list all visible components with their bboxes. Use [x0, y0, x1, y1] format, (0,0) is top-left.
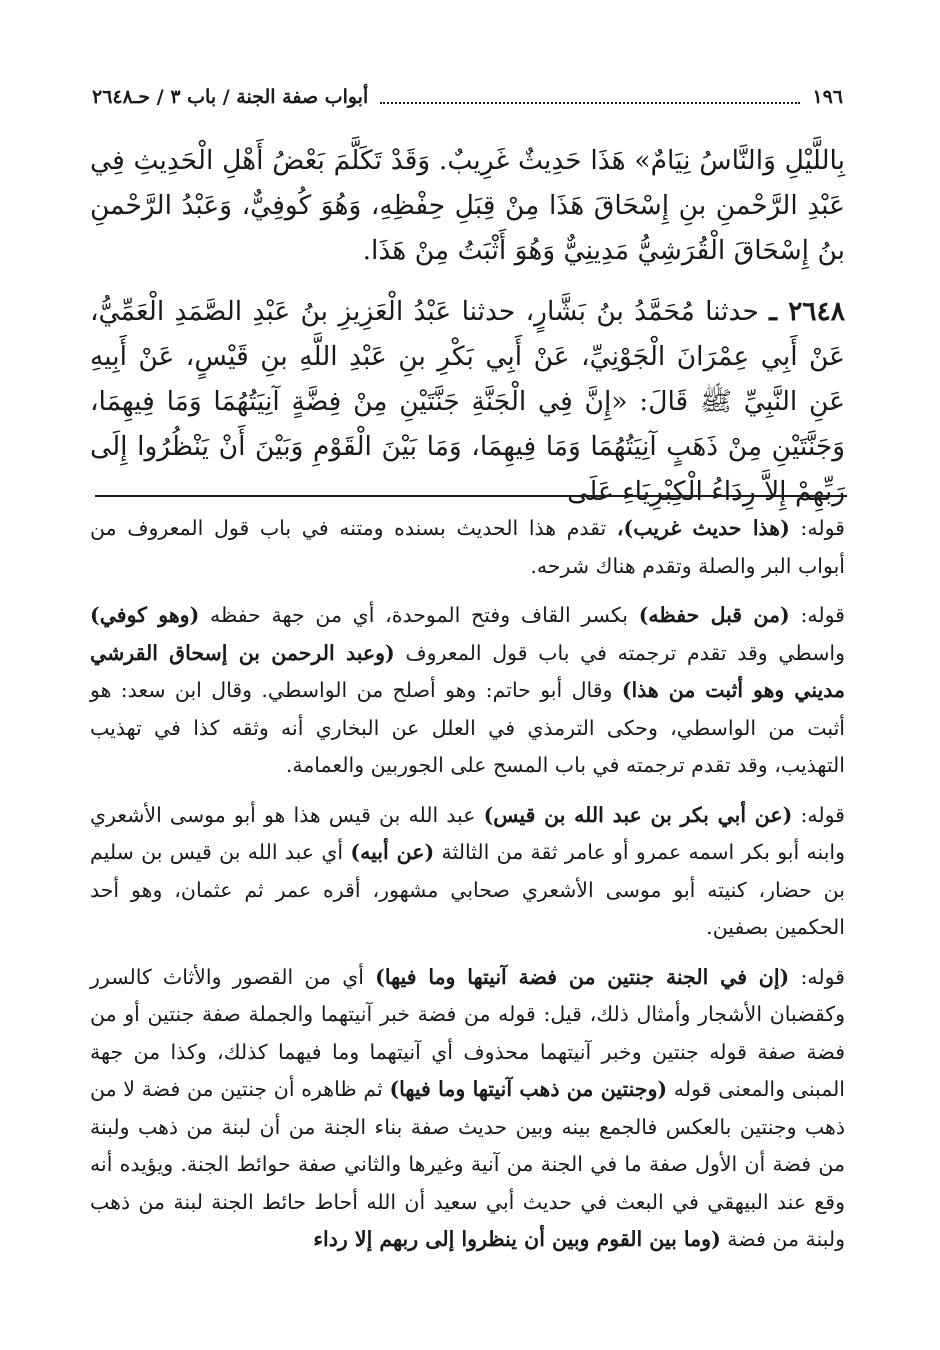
commentary-text: أي عبد الله بن قيس بن سليم بن حضار، كنيته أبو موسى الأشعري صحابي مشهور، أقره عمر ثم عثمان، وهو أحد الحكمين بصفين.: [90, 840, 845, 939]
commentary-lead: قوله:: [800, 516, 845, 540]
commentary-text: تقدم هذا الحديث بسنده ومتنه في باب قول المعروف من أبواب البر والصلة وتقدم هناك شرحه.: [90, 516, 845, 578]
commentary-text: بكسر القاف وفتح الموحدة، أي من جهة حفظه: [210, 603, 628, 627]
commentary-lead: قوله:: [800, 802, 845, 827]
commentary-lead: قوله:: [800, 603, 845, 627]
commentary-quote: (من قبل حفظه): [638, 603, 790, 627]
commentary-quote: (إن في الجنة جنتين من فضة آنيتها وما فيها): [375, 964, 790, 989]
commentary-quote: (وجنتين من ذهب آنيتها وما فيها): [389, 1077, 668, 1101]
commentary-text: ثم ظاهره أن جنتين من فضة لا من ذهب وجنتين بالعكس فالجمع بينه وبين حديث صفة بناء الجنة من أن لبنة من ذهب ولبنة من فضة أن الأول صفة ما في الجنة من آنية وغيرها والثاني صفة حوائط الجنة. ويؤيده أنه وقع عند البيهقي في البعث في حديث أبي سعيد أن الله أحاط حائط الجنة لبنة من ذهب ولبنة من فضة: [90, 1077, 845, 1251]
running-title: أبواب صفة الجنة / باب ٣ / حـ٢٦٤٨: [92, 86, 369, 108]
commentary-text: وقال أبو حاتم: وهو أصلح من الواسطي. وقال ابن سعد: هو أثبت من الواسطي، وحكى الترمذي في العلل عن البخاري أنه وثقه كذا في تهذيب التهذيب، وقد تقدم ترجمته في باب المسح على الجوربين والعمامة.: [90, 678, 845, 777]
commentary-paragraph-1: [90, 510, 845, 585]
commentary-text: أي من القصور والأثاث كالسرر وكقضبان الأشجار وأمثال ذلك، قيل: قوله من فضة خبر آنيتهما والجملة صفة جنتين أو من فضة صفة قوله جنتين وخبر آنيتهما محذوف أي آنيتهما وما فيهما كذلك، وكذا من جهة المبنى والمعنى قوله: [90, 964, 845, 1101]
commentary-paragraph-4: [90, 959, 845, 1259]
commentary-quote: (وعبد الرحمن بن إسحاق القرشي مديني وهو أثبت من هذا): [90, 640, 845, 702]
page-number: ١٩٦: [812, 86, 843, 108]
hadith-continuation: [90, 138, 845, 273]
commentary-lead: قوله:: [800, 964, 845, 989]
hadith-text-block: [90, 138, 845, 514]
commentary-paragraph-3: [90, 797, 845, 947]
footnote-divider: [95, 495, 847, 497]
commentary-quote: (وما بين القوم وبين أن ينظروا إلى ربهم إلا رداء: [313, 1227, 721, 1251]
commentary-paragraph-2: [90, 597, 845, 785]
commentary-quote: (هذا حديث غريب)،: [616, 516, 790, 540]
commentary-quote: (وهو كوفي): [90, 603, 200, 627]
commentary-text: واسطي وقد تقدم ترجمته في باب قول المعروف: [405, 640, 845, 665]
hadith-2648: [90, 289, 845, 514]
header-dot-leader: [380, 102, 800, 104]
hadith-number: ٢٦٤٨ ـ: [769, 296, 845, 327]
running-header: [92, 80, 843, 114]
hadith-body: حدثنا مُحَمَّدُ بنُ بَشَّارٍ، حدثنا عَبْدُ الْعَزِيزِ بنُ عَبْدِ الصَّمَدِ الْعَمِّيُّ، عَنْ أَبِي عِمْرَانَ الْجَوْنِيِّ، عَنْ أَبِي بَكْرِ بنِ عَبْدِ اللَّهِ بنِ قَيْسٍ، عَنْ أَبِيهِ عَنِ النَّبِيِّ ﷺ قَالَ: «إِنَّ فِي الْجَنَّةِ جَنَّتَيْنِ مِنْ فِضَّةٍ آنِيَتُهُمَا وَمَا فِيهِمَا، وَجَنَّتَيْنِ مِنْ ذَهَبٍ آنِيَتُهُمَا وَمَا فِيهِمَا، وَمَا بَيْنَ الْقَوْمِ وَبَيْنَ أَنْ يَنْظُرُوا إِلَى رَبِّهِمْ إِلاَّ رِدَاءُ الْكِبْرِيَاءِ عَلَى: [90, 296, 845, 507]
commentary-block: [90, 510, 845, 1259]
hadith-continuation-text: بِاللَّيْلِ وَالنَّاسُ نِيَامٌ» هَذَا حَدِيثٌ غَرِيبٌ. وَقَدْ تَكَلَّمَ بَعْضُ أَهْلِ الْحَدِيثِ فِي عَبْدِ الرَّحْمنِ بنِ إِسْحَاقَ هَذَا مِنْ قِبَلِ حِفْظِهِ، وَهُوَ كُوفِيٌّ، وَعَبْدُ الرَّحْمنِ بنُ إِسْحَاقَ الْقُرَشِيُّ مَدِينِيٌّ وَهُوَ أَثْبَتُ مِنْ هَذَا.: [90, 145, 845, 266]
commentary-quote: (عن أبيه): [350, 840, 435, 864]
commentary-text: عبد الله بن قيس هذا هو أبو موسى الأشعري وابنه أبو بكر اسمه عمرو أو عامر ثقة من الثالثة: [90, 802, 846, 864]
commentary-quote: (عن أبي بكر بن عبد الله بن قيس): [483, 802, 793, 827]
